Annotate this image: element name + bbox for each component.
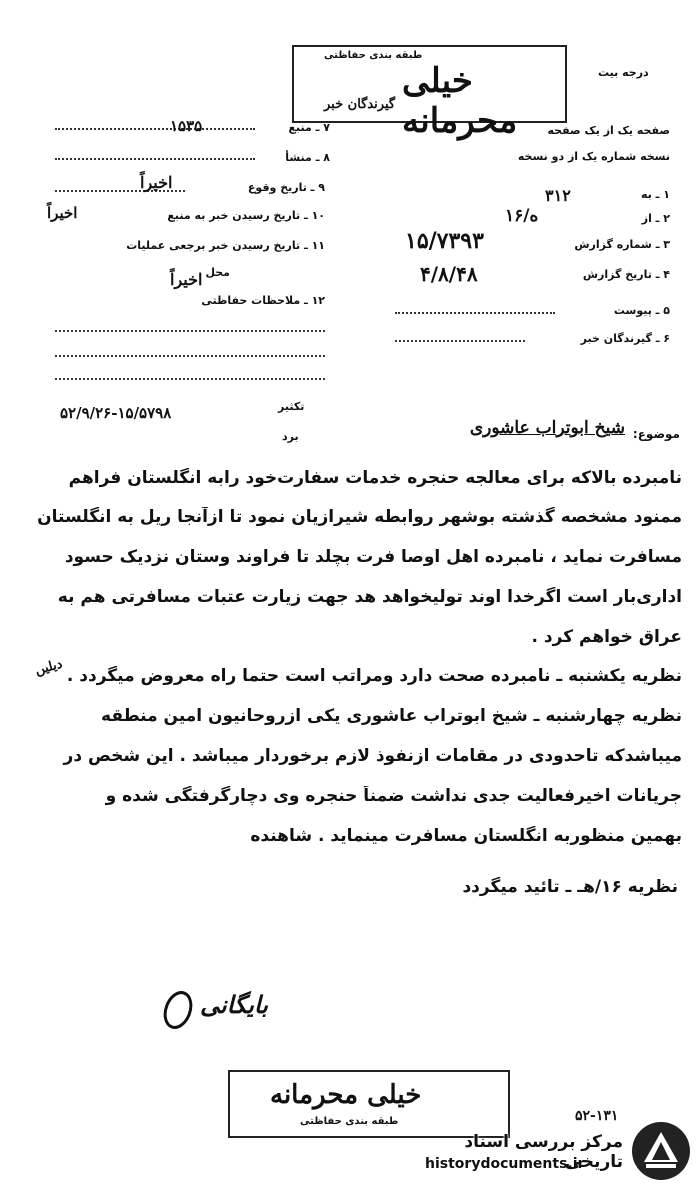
stamp-note: گیرندگان خبر xyxy=(324,97,396,112)
subject-label: موضوع: xyxy=(632,427,680,441)
copy-note: تکثیر xyxy=(278,400,305,413)
field-from-value: ۱۶/ه xyxy=(505,206,539,226)
field-report-date-label: ۴ ـ تاریخ گزارش xyxy=(582,268,670,281)
copy-sub: برد xyxy=(282,430,299,443)
form-dotline xyxy=(395,312,555,314)
document-code: ۵۲-۱۳۱ xyxy=(575,1108,619,1124)
bottom-classification-stamp xyxy=(228,1070,510,1138)
field-date-occurred-value: اخیراً xyxy=(140,173,173,192)
form-dotline xyxy=(55,128,255,130)
field-attachment-label: ۵ ـ پیوست xyxy=(613,304,670,317)
field-date-to-source-label: ۱۰ ـ تاریخ رسیدن خبر به منبع xyxy=(167,209,325,222)
body-line: اداری‌بار است اگرخدا اوند تولیخواهد هد جهت زیارت عتبات مسافرتی هم به xyxy=(57,587,682,607)
body-line: نظریه چهارشنبه ـ شیخ ابوتراب عاشوری یکی ازروحانیون امین منطقه xyxy=(101,706,682,726)
form-dotline xyxy=(55,158,255,160)
body-line: ممنود مشخصه گذشته بوشهر روابطه شیرازیان نمود تا ازآنجا ریل به انگلستان xyxy=(37,507,682,527)
field-origin-label: ۸ ـ منشأ xyxy=(285,151,330,164)
body-line: نامبرده بالاکه برای معالجه حنجره خدمات سفارت‌خود رابه انگلستان فراهم xyxy=(68,468,682,488)
body-line: نظریه ۱۶/هـ ـ تائید میگردد xyxy=(462,877,678,897)
field-to-label: ۱ ـ به xyxy=(641,188,670,201)
field-place-label: محل xyxy=(205,266,230,279)
body-line: میباشدکه تاحدودی در مقامات ازنفوذ لازم برخوردار میباشد . این شخص در xyxy=(63,746,682,766)
stamp-main-text: خیلی محرمانه xyxy=(402,61,518,141)
form-dotline xyxy=(395,340,525,342)
watermark-title: مرکز بررسی اسناد تاریخی xyxy=(464,1132,623,1172)
archive-signature: بایگانی xyxy=(200,990,268,1019)
field-date-to-ops-label: ۱۱ ـ تاریخ رسیدن خبر برجعی عملیات xyxy=(126,239,325,252)
body-line: مسافرت نماید ، نامبرده اهل اوصا فرت بچلد تا فراوند وستان نزدیک حسود xyxy=(64,547,682,567)
subject-value: شیخ ابوتراب عاشوری xyxy=(469,418,625,438)
ref-numbers: ۵۲/۹/۲۶-۱۵/۵۷۹۸ xyxy=(60,404,172,422)
body-line: جریانات اخیرفعالیت جدی نداشت ضمناً حنجره وی دچارگرفتگی شده و xyxy=(105,786,682,806)
field-report-date-value: ۴/۸/۴۸ xyxy=(420,262,478,286)
bottom-stamp-main: خیلی محرمانه xyxy=(270,1080,422,1110)
bottom-stamp-sub: طبقه بندی حفاظتی xyxy=(300,1116,399,1127)
field-from-label: ۲ ـ از xyxy=(641,212,670,225)
watermark-url: historydocuments.ir xyxy=(425,1156,585,1172)
field-source-label: ۷ ـ منبع xyxy=(288,121,330,134)
body-line: نظریه یکشنبه ـ نامبرده صحت دارد ومراتب است حتما راه معروض میگردد . xyxy=(66,666,682,686)
field-date-to-source-value: اخیراً xyxy=(47,204,78,222)
field-date-occurred-label: ۹ ـ تاریخ وقوع xyxy=(247,181,325,194)
field-security-notes-label: ۱۲ ـ ملاحظات حفاظتی xyxy=(201,294,325,307)
form-dotline xyxy=(55,378,325,380)
field-place-value: اخیراً xyxy=(170,270,203,289)
body-line: عراق خواهم کرد . xyxy=(531,627,682,647)
margin-handwriting: دیلیں xyxy=(33,656,65,679)
field-page-label: صفحه یک از یک صفحه xyxy=(547,124,670,137)
field-report-number-label: ۳ ـ شماره گزارش xyxy=(574,238,670,251)
signature-loop xyxy=(150,985,210,1035)
field-report-number-value: ۱۵/۷۳۹۳ xyxy=(405,228,484,254)
body-line: بهمین منظوربه انگلستان مسافرت مینماید . شاهنده xyxy=(250,826,682,846)
form-dotline xyxy=(55,330,325,332)
field-copy-label: نسخه شماره یک از دو نسخه xyxy=(517,150,670,163)
corner-label: درجه بیت xyxy=(598,66,649,79)
field-recipients-label: ۶ ـ گیرندگان خبر xyxy=(580,332,670,345)
field-source-value: ۱۵۳۵ xyxy=(170,117,203,135)
form-dotline xyxy=(55,355,325,357)
watermark-logo-icon xyxy=(630,1120,692,1182)
field-to-value: ۳۱۲ xyxy=(545,186,571,205)
stamp-sub-label: طبقه بندی حفاظتی xyxy=(324,50,423,61)
